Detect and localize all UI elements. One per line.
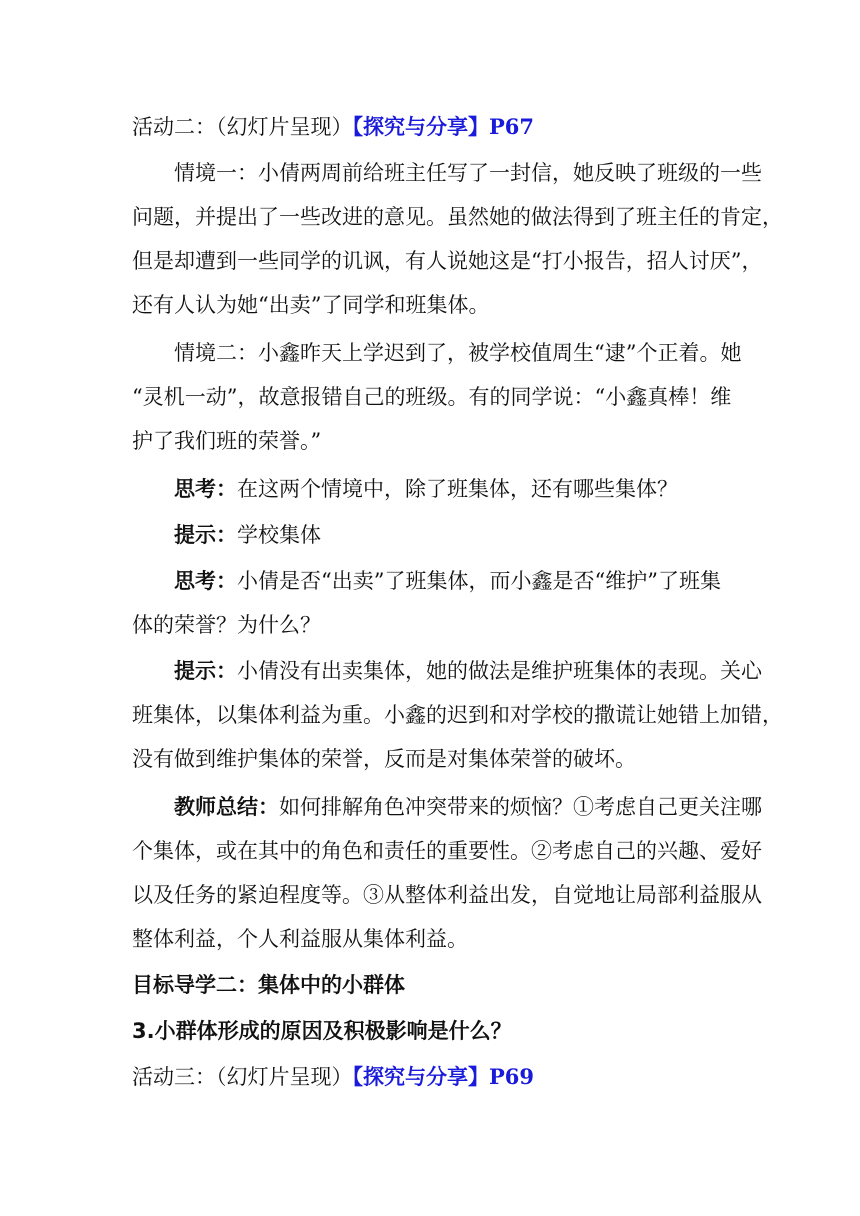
think-two (174, 566, 860, 596)
scenario-one-line-3: 但是却遭到一些同学的讥讽，有人说她这是“打小报告，招人讨厌”， (132, 249, 763, 273)
hint-two-line-2: 班集体，以集体利益为重。小鑫的迟到和对学校的撒谎让她错上加错， (132, 703, 783, 727)
scenario-one-line-1: 情境一：小倩两周前给班主任写了一封信，她反映了班级的一些 (174, 161, 762, 185)
hint-one-label: 提示： (174, 522, 237, 547)
teacher-summary-text: 如何排解角色冲突带来的烦恼？①考虑自己更关注哪 (279, 795, 762, 819)
scenario-one-line-2: 问题，并提出了一些改进的意见。虽然她的做法得到了班主任的肯定， (132, 205, 783, 229)
hint-two-label: 提示： (174, 658, 237, 683)
scenario-two-line-1: 情境二：小鑫昨天上学迟到了，被学校值周生“逮”个正着。她 (174, 341, 742, 365)
question-three: 3.小群体形成的原因及积极影响是什么？ (132, 1019, 512, 1043)
activity-three-label: 活动三：（幻灯片呈现） (132, 1065, 353, 1089)
scenario-two-line-2: “灵机一动”，故意报错自己的班级。有的同学说：“小鑫真棒！维 (132, 385, 732, 409)
hint-two (174, 656, 860, 686)
activity-three-reference: 【探究与分享】P69 (352, 1064, 535, 1089)
activity-two-label: 活动二：（幻灯片呈现） (132, 115, 353, 139)
think-one (174, 474, 860, 504)
teacher-summary-line-4: 整体利益，个人利益服从集体利益。 (132, 927, 468, 951)
think-one-text: 在这两个情境中，除了班集体，还有哪些集体？ (237, 477, 678, 501)
goal-two-heading: 目标导学二：集体中的小群体 (132, 973, 405, 997)
hint-two-line-3: 没有做到维护集体的荣誉，反而是对集体荣誉的破坏。 (132, 747, 636, 771)
scenario-two-line-3: 护了我们班的荣誉。” (132, 429, 322, 453)
scenario-one-line-4: 还有人认为她“出卖”了同学和班集体。 (132, 293, 490, 317)
think-two-continuation: 体的荣誉？为什么？ (132, 613, 321, 637)
hint-two-text: 小倩没有出卖集体，她的做法是维护班集体的表现。关心 (237, 659, 762, 683)
hint-one (174, 520, 860, 550)
hint-one-text: 学校集体 (237, 523, 321, 547)
teacher-summary-line-2: 个集体，或在其中的角色和责任的重要性。②考虑自己的兴趣、爱好 (132, 839, 762, 863)
think-two-label: 思考： (174, 568, 237, 593)
teacher-summary-line-3: 以及任务的紧迫程度等。③从整体利益出发，自觉地让局部利益服从 (132, 883, 762, 907)
activity-two-reference: 【探究与分享】P67 (352, 114, 535, 139)
think-one-label: 思考： (174, 476, 237, 501)
teacher-summary-label: 教师总结： (174, 794, 279, 819)
activity-three-heading (132, 1062, 860, 1092)
teacher-summary (174, 792, 860, 822)
activity-two-heading (132, 112, 860, 142)
think-two-text: 小倩是否“出卖”了班集体，而小鑫是否“维护”了班集 (237, 569, 721, 593)
